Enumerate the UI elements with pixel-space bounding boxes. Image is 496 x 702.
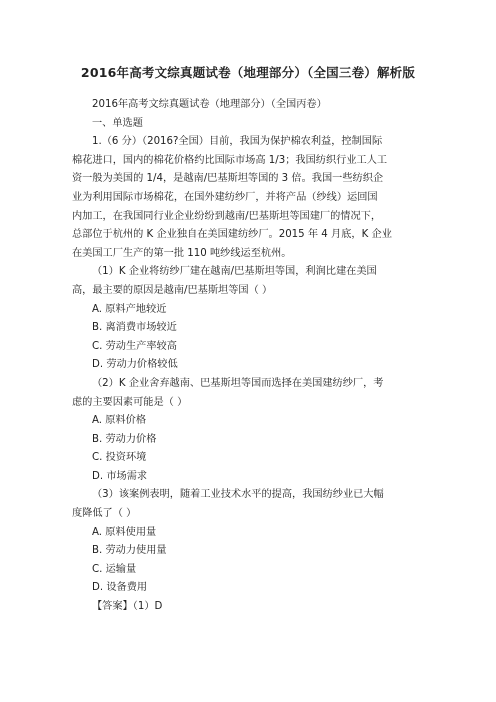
document-subtitle: 2016年高考文综真题试卷（地理部分）（全国丙卷） <box>92 99 327 110</box>
stem-line: 资一般为美国的 1/4，是越南/巴基斯坦等国的 3 倍。我国一些纺织企 <box>72 173 384 185</box>
sub-question-text: （1）K 企业将纺纱厂建在越南/巴基斯坦等国，利润比建在美国 <box>92 266 377 278</box>
option-b: B. 离消费市场较近 <box>92 322 177 334</box>
stem-line: 1.（6 分）（2016?全国）目前，我国为保护棉农利益，控制国际 <box>92 136 383 148</box>
sub-question-text: 虑的主要因素可能是（ ） <box>72 396 188 408</box>
sub-question-text: 度降低了（ ） <box>72 508 137 520</box>
sub-question-3 <box>72 486 428 598</box>
option-b: B. 劳动力价格 <box>92 433 157 445</box>
answer-line: 【答案】（1）D <box>92 601 163 613</box>
sub-question-text: （3）该案例表明，随着工业技术水平的提高，我国纺纱业已大幅 <box>92 489 384 501</box>
stem-line: 在美国工厂生产的第一批 110 吨纱线运至杭州。 <box>72 247 292 259</box>
option-c: C. 运输量 <box>92 563 137 575</box>
stem-line: 棉花进口，国内的棉花价格约比国际市场高 1/3；我国纺织行业工人工 <box>72 154 388 166</box>
sub-question-text: 高，最主要的原因是越南/巴基斯坦等国（ ） <box>72 284 273 296</box>
stem-line: 内加工，在我国同行业企业纷纷到越南/巴基斯坦等国建厂的情况下， <box>72 210 382 222</box>
stem-line: 总部位于杭州的 K 企业独自在美国建纺纱厂。2015 年 4 月底，K 企业 <box>72 229 392 241</box>
section-heading: 一、单选题 <box>92 117 143 129</box>
option-c: C. 劳动生产率较高 <box>92 340 177 352</box>
option-d: D. 劳动力价格较低 <box>92 359 178 371</box>
option-b: B. 劳动力使用量 <box>92 545 167 557</box>
option-c: C. 投资环境 <box>92 452 147 464</box>
sub-question-2 <box>72 375 428 487</box>
stem-line: 业为利用国际市场棉花，在国外建纺纱厂，并将产品（纱线）运回国 <box>72 191 378 203</box>
option-a: A. 原料产地较近 <box>92 303 167 315</box>
document-title: 2016年高考文综真题试卷（地理部分）（全国三卷）解析版 <box>80 65 416 80</box>
option-d: D. 设备费用 <box>92 582 148 594</box>
option-d: D. 市场需求 <box>92 470 148 482</box>
question-1-stem <box>72 133 428 263</box>
option-a: A. 原料价格 <box>92 415 147 427</box>
sub-question-text: （2）K 企业舍弃越南、巴基斯坦等国而选择在美国建纺纱厂，考 <box>92 377 384 389</box>
sub-question-1 <box>72 263 428 375</box>
document-body <box>72 96 428 617</box>
option-a: A. 原料使用量 <box>92 526 157 538</box>
